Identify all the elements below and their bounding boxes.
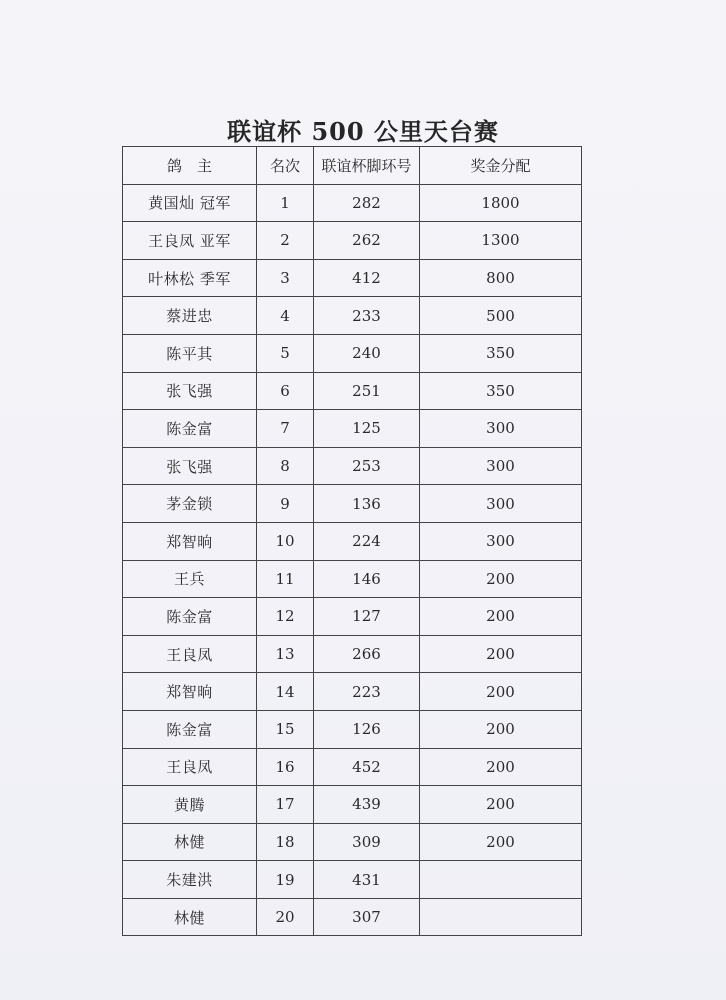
cell-ring: 452 bbox=[314, 748, 420, 786]
cell-rank: 11 bbox=[257, 560, 314, 598]
cell-owner: 王良凤 bbox=[123, 748, 257, 786]
cell-ring: 146 bbox=[314, 560, 420, 598]
cell-prize: 300 bbox=[420, 410, 582, 448]
header-rank: 名次 bbox=[257, 147, 314, 185]
table-row bbox=[123, 485, 582, 523]
cell-ring: 266 bbox=[314, 635, 420, 673]
cell-prize: 300 bbox=[420, 522, 582, 560]
cell-owner: 郑智晌 bbox=[123, 673, 257, 711]
cell-owner: 叶林松 季军 bbox=[123, 259, 257, 297]
cell-rank: 13 bbox=[257, 635, 314, 673]
cell-rank: 5 bbox=[257, 334, 314, 372]
table-row bbox=[123, 898, 582, 936]
cell-owner: 王良凤 bbox=[123, 635, 257, 673]
cell-owner: 王良凤 亚军 bbox=[123, 222, 257, 260]
cell-owner: 陈平其 bbox=[123, 334, 257, 372]
cell-prize: 350 bbox=[420, 334, 582, 372]
cell-prize: 200 bbox=[420, 823, 582, 861]
cell-owner: 陈金富 bbox=[123, 410, 257, 448]
table-body bbox=[123, 184, 582, 936]
table-row bbox=[123, 560, 582, 598]
cell-prize bbox=[420, 898, 582, 936]
table-row bbox=[123, 635, 582, 673]
table-row bbox=[123, 786, 582, 824]
cell-rank: 10 bbox=[257, 522, 314, 560]
cell-ring: 223 bbox=[314, 673, 420, 711]
cell-prize: 800 bbox=[420, 259, 582, 297]
table-row bbox=[123, 259, 582, 297]
cell-ring: 136 bbox=[314, 485, 420, 523]
table-row bbox=[123, 184, 582, 222]
cell-rank: 20 bbox=[257, 898, 314, 936]
cell-prize: 1300 bbox=[420, 222, 582, 260]
header-owner: 鸽 主 bbox=[123, 147, 257, 185]
table-row bbox=[123, 447, 582, 485]
cell-prize: 300 bbox=[420, 485, 582, 523]
cell-owner: 黄腾 bbox=[123, 786, 257, 824]
table-header-row bbox=[123, 147, 582, 185]
cell-rank: 18 bbox=[257, 823, 314, 861]
cell-rank: 4 bbox=[257, 297, 314, 335]
table-row bbox=[123, 522, 582, 560]
cell-ring: 240 bbox=[314, 334, 420, 372]
header-prize: 奖金分配 bbox=[420, 147, 582, 185]
cell-ring: 125 bbox=[314, 410, 420, 448]
cell-owner: 郑智晌 bbox=[123, 522, 257, 560]
results-table bbox=[122, 146, 582, 936]
cell-ring: 127 bbox=[314, 598, 420, 636]
table-row bbox=[123, 710, 582, 748]
cell-owner: 林健 bbox=[123, 898, 257, 936]
cell-rank: 17 bbox=[257, 786, 314, 824]
cell-owner: 朱建洪 bbox=[123, 861, 257, 899]
cell-ring: 251 bbox=[314, 372, 420, 410]
cell-prize: 300 bbox=[420, 447, 582, 485]
cell-owner: 张飞强 bbox=[123, 372, 257, 410]
cell-ring: 224 bbox=[314, 522, 420, 560]
cell-ring: 307 bbox=[314, 898, 420, 936]
cell-rank: 1 bbox=[257, 184, 314, 222]
cell-ring: 126 bbox=[314, 710, 420, 748]
cell-prize: 200 bbox=[420, 598, 582, 636]
cell-ring: 282 bbox=[314, 184, 420, 222]
cell-rank: 3 bbox=[257, 259, 314, 297]
table-row bbox=[123, 334, 582, 372]
cell-prize: 350 bbox=[420, 372, 582, 410]
header-ring: 联谊杯脚环号 bbox=[314, 147, 420, 185]
cell-rank: 16 bbox=[257, 748, 314, 786]
table-row bbox=[123, 598, 582, 636]
cell-owner: 林健 bbox=[123, 823, 257, 861]
cell-owner: 陈金富 bbox=[123, 710, 257, 748]
cell-prize bbox=[420, 861, 582, 899]
cell-ring: 262 bbox=[314, 222, 420, 260]
cell-owner: 王兵 bbox=[123, 560, 257, 598]
cell-rank: 14 bbox=[257, 673, 314, 711]
cell-ring: 253 bbox=[314, 447, 420, 485]
cell-owner: 陈金富 bbox=[123, 598, 257, 636]
cell-ring: 412 bbox=[314, 259, 420, 297]
table-row bbox=[123, 861, 582, 899]
cell-rank: 6 bbox=[257, 372, 314, 410]
table-row bbox=[123, 222, 582, 260]
document-title: 联谊杯 500 公里天台赛 bbox=[227, 117, 499, 146]
cell-prize: 1800 bbox=[420, 184, 582, 222]
cell-owner: 蔡进忠 bbox=[123, 297, 257, 335]
cell-owner: 张飞强 bbox=[123, 447, 257, 485]
table-row bbox=[123, 297, 582, 335]
cell-rank: 7 bbox=[257, 410, 314, 448]
table-row bbox=[123, 372, 582, 410]
table-row bbox=[123, 823, 582, 861]
cell-prize: 500 bbox=[420, 297, 582, 335]
cell-rank: 2 bbox=[257, 222, 314, 260]
table-row bbox=[123, 410, 582, 448]
cell-ring: 309 bbox=[314, 823, 420, 861]
cell-prize: 200 bbox=[420, 748, 582, 786]
cell-owner: 茅金锁 bbox=[123, 485, 257, 523]
cell-prize: 200 bbox=[420, 635, 582, 673]
cell-prize: 200 bbox=[420, 560, 582, 598]
cell-rank: 8 bbox=[257, 447, 314, 485]
cell-rank: 15 bbox=[257, 710, 314, 748]
table-row bbox=[123, 748, 582, 786]
table-row bbox=[123, 673, 582, 711]
cell-rank: 19 bbox=[257, 861, 314, 899]
cell-ring: 431 bbox=[314, 861, 420, 899]
cell-prize: 200 bbox=[420, 710, 582, 748]
cell-owner: 黄国灿 冠军 bbox=[123, 184, 257, 222]
cell-ring: 233 bbox=[314, 297, 420, 335]
cell-prize: 200 bbox=[420, 673, 582, 711]
cell-rank: 9 bbox=[257, 485, 314, 523]
cell-prize: 200 bbox=[420, 786, 582, 824]
cell-rank: 12 bbox=[257, 598, 314, 636]
cell-ring: 439 bbox=[314, 786, 420, 824]
